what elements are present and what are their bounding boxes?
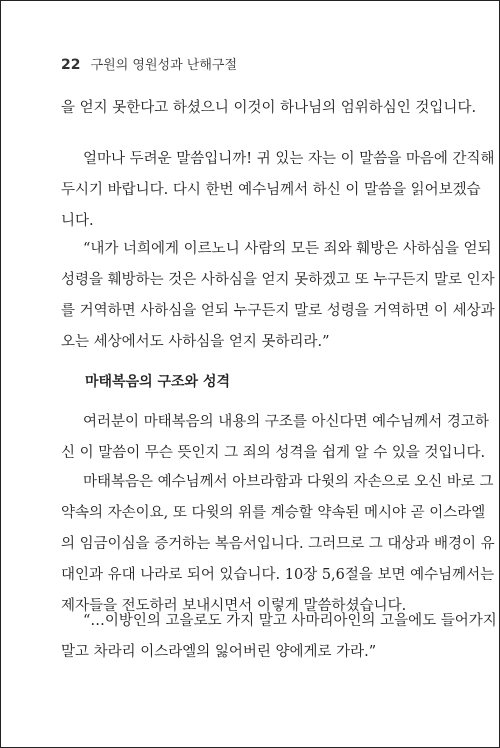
text-line: 약속의 자손이요, 또 다윗의 위를 계승할 약속된 메시야 곧 이스라엘 [61, 505, 486, 521]
text-line: 니다. [61, 213, 94, 229]
paragraph-continuation [61, 93, 477, 124]
text-line: “내가 너희에게 이르노니 사람의 모든 죄와 훼방은 사하심을 얻되 [83, 241, 492, 257]
quotation-paragraph [61, 606, 497, 668]
text-line: 제자들을 전도하러 보내시면서 이렇게 말씀하셨습니다. [61, 598, 407, 614]
text-line: 얼마나 두려운 말씀입니까! 귀 있는 자는 이 말씀을 마음에 간직해 [83, 151, 495, 167]
text-line: 신 이 말씀이 무슨 뜻인지 그 죄의 성격을 쉽게 알 수 있을 것입니다. [61, 445, 486, 461]
text-line: 오는 세상에서도 사하심을 얻지 못하리라.” [61, 334, 330, 350]
text-line: 마태복음은 예수님께서 아브라함과 다윗의 자손으로 오신 바로 그 [83, 474, 494, 490]
text-line: 대인과 유대 나라로 되어 있습니다. 10장 5,6절을 보면 예수님께서는 [61, 567, 495, 583]
paragraph [61, 144, 495, 237]
text-line: 말고 차라리 이스라엘의 잃어버린 양에게로 가라.” [61, 644, 377, 660]
text-line: 두시기 바랍니다. 다시 한번 예수님께서 하신 이 말씀을 읽어보겠습 [61, 182, 481, 198]
paragraph [61, 407, 489, 469]
text-line: 성령을 훼방하는 것은 사하심을 얻지 못하겠고 또 누구든지 말로 인자 [61, 272, 495, 288]
text-line: 의 임금이심을 증거하는 복음서입니다. 그러므로 그 대상과 배경이 유 [61, 536, 495, 552]
section-heading: 마태복음의 구조와 성격 [85, 374, 230, 390]
running-title: 구원의 영원성과 난해구절 [90, 58, 238, 73]
text-line: 를 거역하면 사하심을 얻되 누구든지 말로 성령을 거역하면 이 세상과 [61, 303, 495, 319]
text-line: 여러분이 마태복음의 내용의 구조를 아신다면 예수님께서 경고하 [83, 414, 489, 430]
text-line: 을 얻지 못한다고 하셨으니 이것이 하나님의 엄위하심인 것입니다. [61, 100, 477, 116]
running-header [61, 54, 237, 73]
page-number: 22 [61, 57, 81, 73]
text-line: “…이방인의 고을로도 가지 말고 사마리아인의 고을에도 들어가지 [83, 613, 497, 629]
quotation-paragraph [61, 234, 495, 358]
